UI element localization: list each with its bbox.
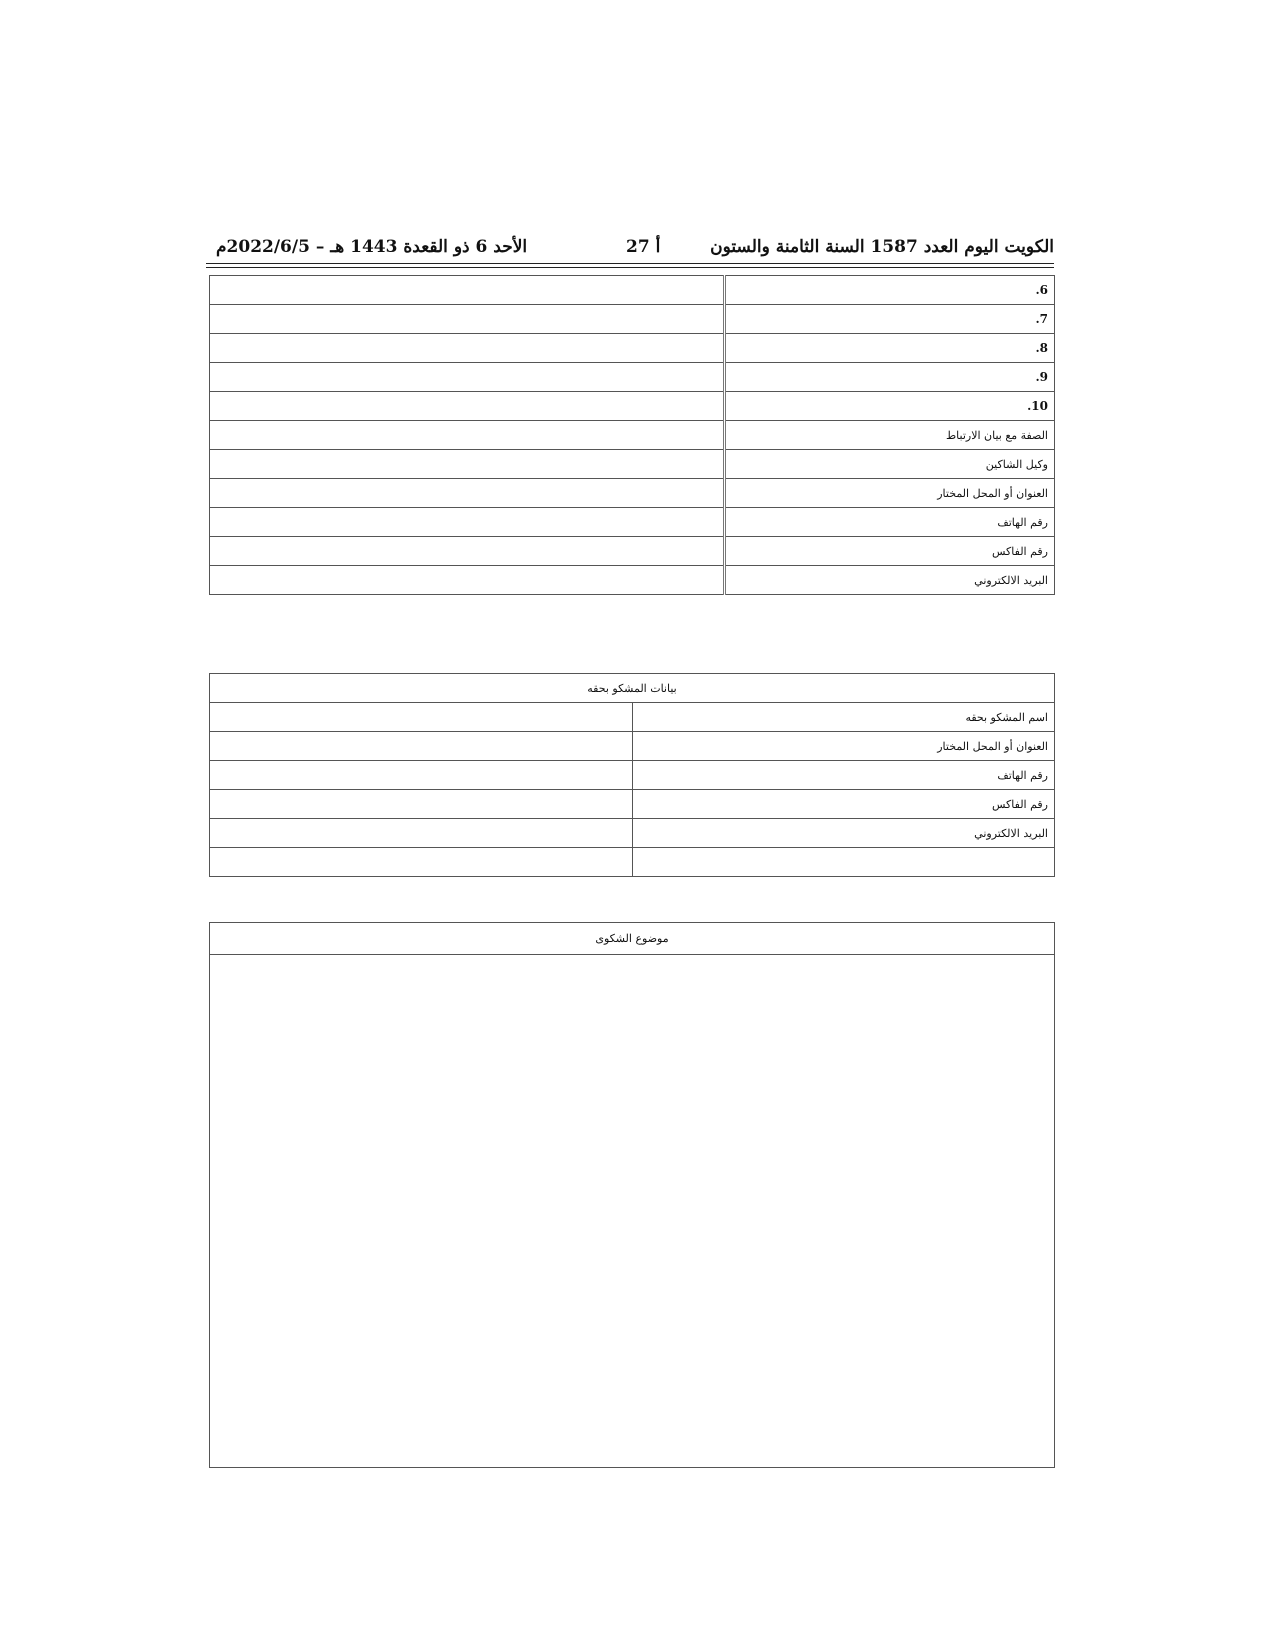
table-row <box>210 276 1055 305</box>
row-label: العنوان أو المحل المختار <box>725 479 1055 508</box>
row-label: العنوان أو المحل المختار <box>632 732 1055 761</box>
row-value-field[interactable] <box>210 537 725 566</box>
row-value-field[interactable] <box>210 305 725 334</box>
row-label: الصفة مع بيان الارتباط <box>725 421 1055 450</box>
header-issue-info: الكويت اليوم العدد 1587 السنة الثامنة والستون <box>710 237 1054 257</box>
table-row <box>210 761 1055 790</box>
header-date: الأحد 6 ذو القعدة 1443 هـ – 2022/6/5م <box>216 237 528 257</box>
row-value-field[interactable] <box>210 363 725 392</box>
row-value-field[interactable] <box>210 392 725 421</box>
table-row <box>210 790 1055 819</box>
table-row <box>210 305 1055 334</box>
row-label: 8. <box>725 334 1055 363</box>
row-label <box>632 848 1055 877</box>
row-label: رقم الهاتف <box>725 508 1055 537</box>
table-row <box>210 566 1055 595</box>
table-row <box>210 703 1055 732</box>
table-row <box>210 508 1055 537</box>
row-value-field[interactable] <box>210 703 633 732</box>
respondent-table <box>209 673 1055 877</box>
row-value-field[interactable] <box>210 276 725 305</box>
row-value-field[interactable] <box>210 479 725 508</box>
table-row <box>210 334 1055 363</box>
table-row <box>210 392 1055 421</box>
complaint-subject-field[interactable] <box>210 955 1054 1468</box>
row-label: البريد الالكتروني <box>632 819 1055 848</box>
row-value-field[interactable] <box>210 819 633 848</box>
row-value-field[interactable] <box>210 761 633 790</box>
row-value-field[interactable] <box>210 334 725 363</box>
row-label: وكيل الشاكين <box>725 450 1055 479</box>
row-value-field[interactable] <box>210 508 725 537</box>
header-page-number: أ 27 <box>626 237 661 257</box>
complaint-subject-box <box>209 922 1055 1468</box>
respondent-table-title: بيانات المشكو بحقه <box>210 674 1055 703</box>
row-label: 9. <box>725 363 1055 392</box>
complainants-table <box>209 275 1055 595</box>
row-label: اسم المشكو بحقه <box>632 703 1055 732</box>
table-row <box>210 819 1055 848</box>
table-row <box>210 421 1055 450</box>
header-rule-top <box>206 263 1054 264</box>
row-label: رقم الفاكس <box>632 790 1055 819</box>
header-rule-bottom <box>206 267 1054 268</box>
row-value-field[interactable] <box>210 450 725 479</box>
table-row <box>210 732 1055 761</box>
row-label: 7. <box>725 305 1055 334</box>
row-value-field[interactable] <box>210 566 725 595</box>
page-header <box>206 236 1054 264</box>
row-value-field[interactable] <box>210 790 633 819</box>
row-label: 6. <box>725 276 1055 305</box>
table-row <box>210 363 1055 392</box>
row-label: 10. <box>725 392 1055 421</box>
row-value-field[interactable] <box>210 848 633 877</box>
row-label: البريد الالكتروني <box>725 566 1055 595</box>
table-row <box>210 479 1055 508</box>
row-value-field[interactable] <box>210 732 633 761</box>
table-row <box>210 537 1055 566</box>
row-value-field[interactable] <box>210 421 725 450</box>
row-label: رقم الفاكس <box>725 537 1055 566</box>
table-row <box>210 848 1055 877</box>
complaint-subject-title: موضوع الشكوى <box>210 923 1054 955</box>
row-label: رقم الهاتف <box>632 761 1055 790</box>
table-title-row <box>210 674 1055 703</box>
table-row <box>210 450 1055 479</box>
